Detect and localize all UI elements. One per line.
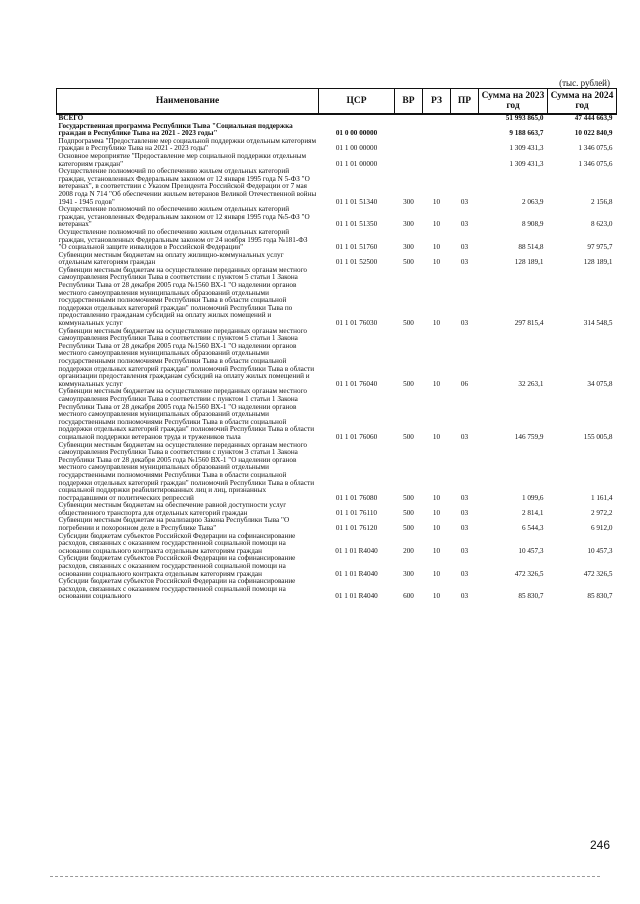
table-row [57, 168, 617, 206]
row-rz [423, 123, 451, 138]
table-row [57, 502, 617, 517]
row-name: Субсидии бюджетам субъектов Российской Федерации на софинансирование расходов, связанных с оказанием государственной социальной помощи на основании социального контракта отдельным категориям граждан [58, 554, 296, 578]
table-row [57, 252, 617, 267]
table-row [57, 206, 617, 229]
row-vr [395, 138, 423, 153]
table-row [57, 267, 617, 328]
row-rz: 10 [432, 592, 441, 601]
row-sum-2024: 1 346 075,6 [578, 159, 613, 168]
row-sum-2024: 85 830,7 [587, 592, 613, 601]
row-vr: 500 [403, 524, 414, 533]
row-sum-2023: 1 309 431,3 [509, 159, 544, 168]
row-pr [451, 123, 479, 138]
row-csr: 01 1 01 76080 [335, 493, 378, 502]
table-row [57, 555, 617, 578]
row-name: Субвенции местным бюджетам на обеспечение равной доступности услуг общественного транспорта для отдельных категорий граждан [58, 501, 287, 517]
row-csr: 01 1 01 00000 [335, 159, 378, 168]
row-csr: 01 0 00 00000 [335, 129, 378, 138]
row-pr: 03 [460, 546, 469, 555]
row-csr: 01 1 01 76110 [335, 508, 378, 517]
budget-table [56, 88, 617, 601]
row-vr: 300 [403, 197, 414, 206]
table-row [57, 123, 617, 138]
row-vr: 300 [403, 220, 414, 229]
row-sum-2024: 34 075,8 [587, 379, 613, 388]
row-sum-2024: 2 972,2 [590, 508, 613, 517]
row-rz: 10 [432, 220, 441, 229]
header-name: Наименование [57, 89, 319, 115]
row-name: Подпрограмма "Предоставление мер социальной поддержки отдельным категориям граждан в Республике Тыва на 2021 - 2023 годы" [58, 136, 317, 153]
units-note: (тыс. рублей) [559, 78, 610, 88]
row-rz [423, 138, 451, 153]
row-name: Осуществление полномочий по обеспечению жильем отдельных категорий граждан, установленных Федеральным законом от 12 января 1995 года №5-ФЗ "О ветеранах" [58, 205, 310, 229]
row-sum-2023: 85 830,7 [518, 592, 544, 601]
row-rz: 10 [432, 569, 441, 578]
row-rz: 10 [432, 243, 441, 252]
table-row [57, 138, 617, 153]
row-name: Основное мероприятие "Предоставление мер социальной поддержки отдельным категориям граждан" [58, 151, 307, 168]
row-rz: 10 [432, 493, 441, 502]
row-name: Субсидии бюджетам субъектов Российской Федерации на софинансирование расходов, связанных с оказанием государственной социальной помощи на основании социального контракта отдельным категориям граждан [58, 531, 296, 555]
row-vr: 300 [403, 569, 414, 578]
row-pr [451, 138, 479, 153]
table-row [57, 533, 617, 556]
row-sum-2023: 6 544,3 [521, 524, 544, 533]
header-sum-2023: Сумма на 2023 год [479, 89, 548, 115]
row-vr: 500 [403, 432, 414, 441]
row-sum-2024: 47 444 663,9 [574, 114, 613, 122]
row-csr: 01 1 01 52500 [335, 258, 378, 267]
table-row [57, 442, 617, 503]
row-csr: 01 1 01 76040 [335, 379, 378, 388]
row-vr: 500 [403, 508, 414, 517]
row-vr: 200 [403, 546, 414, 555]
header-sum-2024: Сумма на 2024 год [548, 89, 617, 115]
row-pr: 03 [460, 569, 469, 578]
row-name: Субвенции местным бюджетам на осуществление переданных органам местного самоуправления Республики Тыва в соответствии с пунктом 5 статьи 1 Закона Республики Тыва от 28 декабря 2005 года №1560 ВХ-1 "О наделении органов местного самоуправления муниципальных образований отдельными государственными полномочиями Республики Тыва в области социальной поддержки отдельных категорий граждан" полномочий Республики Тыва по предоставлению гражданам субсидий на оплату жилых помещений и коммунальных услуг [58, 265, 307, 328]
row-csr: 01 1 01 51760 [335, 243, 378, 252]
row-pr: 03 [460, 508, 469, 517]
row-rz: 10 [432, 524, 441, 533]
row-sum-2023: 2 814,1 [521, 508, 544, 517]
row-csr [319, 114, 395, 123]
table-row [57, 229, 617, 252]
row-pr: 03 [460, 524, 469, 533]
row-vr [395, 114, 423, 123]
row-rz: 10 [432, 508, 441, 517]
row-csr: 01 1 01 76120 [335, 524, 378, 533]
row-sum-2023: 9 188 663,7 [509, 129, 544, 138]
row-name: Субвенции местным бюджетам на оплату жилищно-коммунальных услуг отдельным категориям граждан [58, 250, 284, 267]
row-rz: 10 [432, 379, 441, 388]
row-vr: 600 [403, 592, 414, 601]
row-vr: 500 [403, 493, 414, 502]
row-name: Субвенции местным бюджетам на осуществление переданных органам местного самоуправления Республики Тыва в соответствии с пунктом 3 статьи 1 Закона Республики Тыва от 28 декабря 2005 года №1560 ВХ-1 "О наделении органов местного самоуправления муниципальных образований отдельными государственными полномочиями Республики Тыва в области социальной поддержки отдельных категорий граждан" полномочий Республики Тыва в области социальной поддержки реабилитированных лиц и лиц, признанных пострадавшими от политических репрессий [58, 440, 315, 502]
row-csr: 01 1 01 R4040 [335, 592, 378, 601]
row-sum-2024: 314 548,5 [583, 319, 613, 328]
row-csr: 01 1 00 00000 [335, 144, 378, 153]
row-rz: 10 [432, 258, 441, 267]
row-name: Государственная программа Республики Тыва "Социальная поддержка граждан в Республике Тыва на 2021 - 2023 годы" [58, 121, 293, 138]
row-name: Субвенции местным бюджетам на осуществление переданных органам местного самоуправления Республики Тыва в соответствии с пунктом 5 статьи 1 Закона Республики Тыва от 28 декабря 2005 года №1560 ВХ-1 "О наделении органов местного самоуправления муниципальных образований отдельными государственными полномочиями Республики Тыва в области социальной поддержки отдельных категорий граждан" полномочий Республики Тыва в области организации предоставления гражданам субсидий на оплату жилых помещений и коммунальных услуг [58, 326, 315, 388]
row-vr: 500 [403, 379, 414, 388]
row-name: ВСЕГО [58, 114, 84, 122]
row-pr: 03 [460, 592, 469, 601]
row-rz [423, 114, 451, 123]
row-csr: 01 1 01 76060 [335, 432, 378, 441]
row-sum-2023: 51 993 865,0 [505, 114, 544, 122]
row-pr: 03 [460, 197, 469, 206]
row-sum-2023: 8 908,9 [521, 220, 544, 229]
table-header [57, 89, 617, 115]
footer-line [50, 876, 600, 877]
row-rz: 10 [432, 197, 441, 206]
row-sum-2023: 10 457,3 [518, 546, 544, 555]
row-sum-2023: 146 759,9 [514, 432, 544, 441]
row-vr: 300 [403, 243, 414, 252]
row-vr: 500 [403, 258, 414, 267]
row-name: Осуществление полномочий по обеспечению жильем отдельных категорий граждан, установленных Федеральным законом от 12 января 1995 года N 5-ФЗ "О ветеранах", в соответствии с Указом Президента Российской Федерации от 7 мая 2008 года N 714 "Об обеспечении жильем ветеранов Великой Отечественной войны 1941 - 1945 годов" [58, 167, 317, 206]
row-name: Субвенции местным бюджетам на реализацию Закона Республики Тыва "О погребении и похоронном деле в Республике Тыва" [58, 516, 290, 533]
row-sum-2024: 97 975,7 [587, 243, 613, 252]
row-pr: 03 [460, 243, 469, 252]
row-sum-2024: 6 912,0 [590, 524, 613, 533]
row-csr: 01 1 01 R4040 [335, 546, 378, 555]
row-sum-2024: 155 005,8 [583, 432, 613, 441]
table-body [57, 114, 617, 601]
row-sum-2023: 32 263,1 [518, 379, 544, 388]
page-number: 246 [589, 838, 610, 852]
row-sum-2024: 1 346 075,6 [578, 144, 613, 153]
row-sum-2023: 2 063,9 [521, 197, 544, 206]
row-sum-2023: 128 189,1 [514, 258, 544, 267]
row-sum-2024: 128 189,1 [583, 258, 613, 267]
table-row [57, 153, 617, 168]
row-name: Субвенции местным бюджетам на осуществление переданных органам местного самоуправления Республики Тыва в соответствии с пунктом 1 статьи 1 Закона Республики Тыва от 28 декабря 2005 года №1560 ВХ-1 "О наделении органов местного самоуправления муниципальных образований отдельными государственными полномочиями Республики Тыва в области социальной поддержки отдельных категорий граждан" полномочий Республики Тыва в области социальной поддержки ветеранов труда и тружеников тыла [58, 387, 315, 441]
row-pr: 06 [460, 379, 469, 388]
row-sum-2024: 10 022 840,9 [574, 129, 613, 138]
row-sum-2024: 10 457,3 [587, 546, 613, 555]
header-pr: ПР [451, 89, 479, 115]
row-sum-2023: 1 309 431,3 [509, 144, 544, 153]
header-csr: ЦСР [319, 89, 395, 115]
header-rz: РЗ [423, 89, 451, 115]
row-pr: 03 [460, 220, 469, 229]
row-rz: 10 [432, 432, 441, 441]
row-name: Осуществление полномочий по обеспечению жильем отдельных категорий граждан, установленных Федеральным законом от 24 ноября 1995 года №181-ФЗ "О социальной защите инвалидов в Российской Федерации" [58, 227, 308, 252]
row-sum-2024: 1 161,4 [590, 493, 613, 502]
row-vr [395, 123, 423, 138]
row-sum-2024: 472 326,5 [583, 569, 613, 578]
table-row [57, 328, 617, 389]
row-pr: 03 [460, 493, 469, 502]
row-sum-2023: 297 815,4 [514, 319, 544, 328]
row-sum-2024: 2 156,8 [590, 197, 613, 206]
row-pr: 03 [460, 319, 469, 328]
row-csr: 01 1 01 51340 [335, 197, 378, 206]
table-row [57, 517, 617, 532]
header-vr: ВР [395, 89, 423, 115]
row-sum-2023: 88 514,8 [518, 243, 544, 252]
row-csr: 01 1 01 76030 [335, 319, 378, 328]
row-vr: 500 [403, 319, 414, 328]
row-pr [451, 114, 479, 123]
table-row [57, 578, 617, 601]
row-pr: 03 [460, 432, 469, 441]
row-csr: 01 1 01 R4040 [335, 569, 378, 578]
row-sum-2023: 472 326,5 [514, 569, 544, 578]
table-row [57, 388, 617, 441]
row-pr [451, 153, 479, 168]
row-rz: 10 [432, 546, 441, 555]
row-sum-2023: 1 099,6 [521, 493, 544, 502]
row-rz: 10 [432, 319, 441, 328]
row-rz [423, 153, 451, 168]
row-sum-2024: 8 623,0 [590, 220, 613, 229]
row-csr: 01 1 01 51350 [335, 220, 378, 229]
row-name: Субсидии бюджетам субъектов Российской Федерации на софинансирование расходов, связанных с оказанием государственной социальной помощи на основании социального [58, 577, 296, 601]
row-pr: 03 [460, 258, 469, 267]
row-vr [395, 153, 423, 168]
